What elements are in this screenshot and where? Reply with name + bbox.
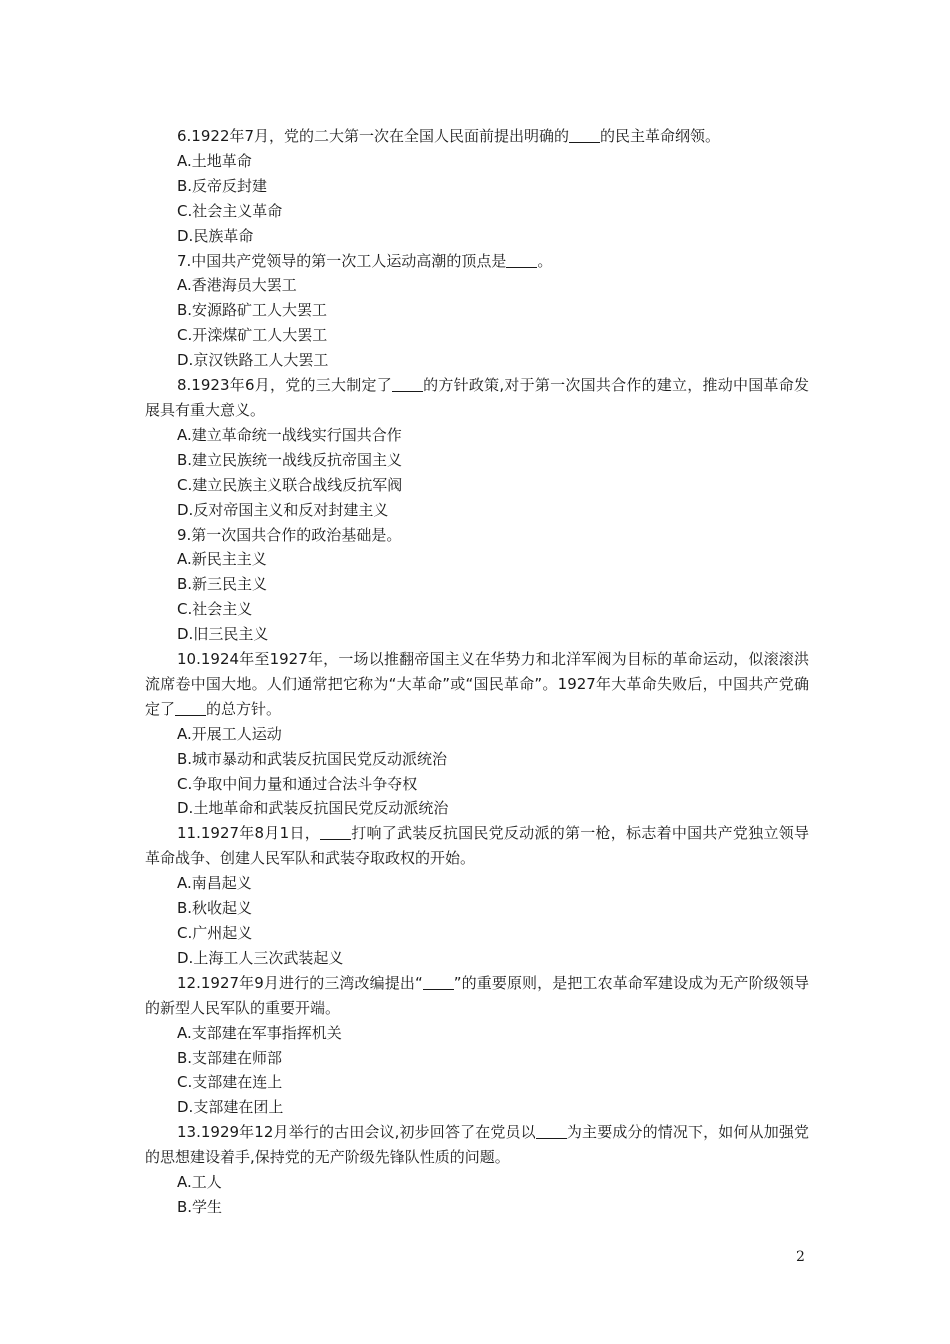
question-text: 13.1929年12月举行的古田会议,初步回答了在党员以: [177, 1123, 536, 1142]
question-stem: [145, 124, 809, 149]
answer-option: A.工人: [177, 1173, 222, 1192]
question-stem: [145, 249, 809, 274]
answer-option: C.开滦煤矿工人大罢工: [177, 326, 328, 345]
answer-option: D.上海工人三次武装起义: [177, 948, 344, 967]
answer-option: A.建立革命统一战线实行国共合作: [177, 425, 402, 444]
question-stem: [145, 821, 809, 871]
answer-option: C.争取中间力量和通过合法斗争夺权: [177, 774, 418, 793]
question-text: 9.第一次国共合作的政治基础是。: [177, 525, 402, 544]
answer-option: D.支部建在团上: [177, 1098, 284, 1117]
answer-option: B.支部建在师部: [177, 1048, 283, 1067]
answer-option: B.秋收起义: [177, 899, 253, 918]
question-text: 打响了武装反抗国民党反动派的第一枪，标志着中国共产党独立领导革命战争、创建人民军队和武装夺取政权的开始。: [145, 824, 809, 868]
answer-blank: [423, 974, 454, 990]
question-stem: [145, 647, 809, 722]
answer-option: A.土地革命: [177, 151, 252, 170]
answer-option: D.土地革命和武装反抗国民党反动派统治: [177, 799, 449, 818]
answer-option: B.城市暴动和武装反抗国民党反动派统治: [177, 749, 448, 768]
question-text: 12.1927年9月进行的三湾改编提出“: [177, 973, 423, 992]
question-stem: [145, 373, 809, 423]
question-text: 6.1922年7月，党的二大第一次在全国人民面前提出明确的: [177, 127, 570, 145]
question-stem: [145, 1120, 809, 1170]
answer-blank: [506, 252, 537, 268]
page-number: 2: [796, 1249, 805, 1265]
answer-option: A.新民主主义: [177, 550, 267, 569]
answer-blank: [175, 700, 206, 716]
answer-option: D.反对帝国主义和反对封建主义: [177, 500, 389, 519]
question-text: 的总方针。: [206, 699, 282, 718]
question-text: 。: [537, 251, 553, 270]
answer-blank: [320, 824, 351, 840]
question-text: 10.1924年至1927年，一场以推翻帝国主义在华势力和北洋军阀为目标的革命运动，似滚滚洪流席卷中国大地。人们通常把它称为“大革命”或“国民革命”。1927年大革命失败后，中国共产党确定了: [145, 650, 809, 718]
question-text: 11.1927年8月1日，: [177, 824, 320, 843]
answer-option: C.建立民族主义联合战线反抗军阀: [177, 475, 403, 494]
answer-option: D.民族革命: [177, 226, 254, 245]
question-stem: [145, 971, 809, 1021]
answer-option: C.广州起义: [177, 924, 253, 942]
answer-option: D.旧三民主义: [177, 625, 269, 644]
answer-option: B.建立民族统一战线反抗帝国主义: [177, 450, 403, 469]
question-stem: [145, 523, 809, 548]
answer-blank: [536, 1123, 567, 1139]
answer-option: D.京汉铁路工人大罢工: [177, 351, 329, 370]
question-text: 8.1923年6月，党的三大制定了: [177, 376, 392, 395]
answer-option: B.学生: [177, 1197, 223, 1216]
answer-option: A.支部建在军事指挥机关: [177, 1023, 342, 1042]
answer-option: C.支部建在连上: [177, 1073, 283, 1092]
answer-option: A.南昌起义: [177, 874, 252, 893]
answer-option: A.香港海员大罢工: [177, 276, 297, 295]
answer-option: A.开展工人运动: [177, 724, 282, 743]
answer-option: C.社会主义: [177, 600, 253, 619]
answer-option: B.安源路矿工人大罢工: [177, 301, 328, 320]
answer-blank: [569, 127, 600, 143]
question-text: ”的重要原则，是把工农革命军建设成为无产阶级领导的新型人民军队的重要开端。: [145, 973, 809, 1017]
question-text: 7.中国共产党领导的第一次工人运动高潮的顶点是: [177, 251, 507, 270]
answer-option: C.社会主义革命: [177, 201, 283, 220]
answer-option: B.新三民主义: [177, 575, 268, 594]
answer-option: B.反帝反封建: [177, 176, 268, 195]
answer-blank: [392, 376, 423, 392]
question-text: 的民主革命纲领。: [600, 127, 721, 145]
document-body: [145, 124, 809, 1220]
question-text: 为主要成分的情况下，如何从加强党的思想建设着手,保持党的无产阶级先锋队性质的问题。: [145, 1123, 809, 1167]
question-text: 的方针政策,对于第一次国共合作的建立，推动中国革命发展具有重大意义。: [145, 376, 809, 419]
